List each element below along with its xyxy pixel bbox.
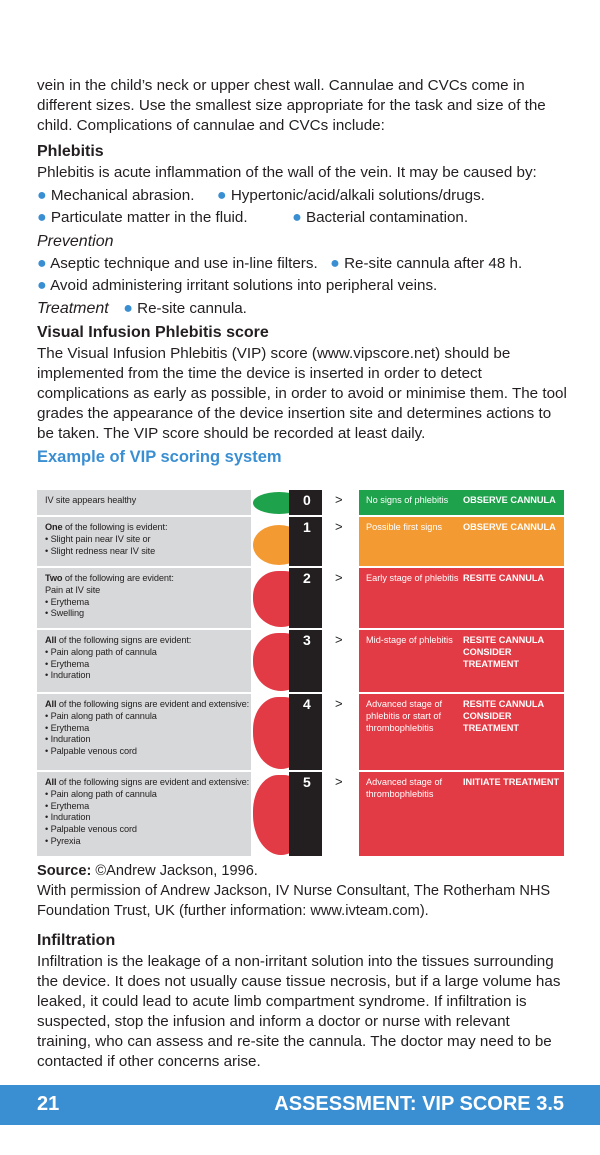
vip-sign-item: • Erythema bbox=[45, 596, 90, 607]
page-bottom-margin bbox=[0, 1125, 600, 1155]
vip-arrow: > bbox=[335, 696, 343, 711]
bullet-icon: ● bbox=[123, 300, 133, 317]
bullet-icon: ● bbox=[37, 255, 47, 272]
bullet-icon: ● bbox=[330, 255, 340, 272]
vip-description: Advanced stage of phlebitis or start of thrombophlebitis bbox=[366, 699, 443, 733]
vip-sign-item: • Pyrexia bbox=[45, 835, 81, 846]
vip-score-number: 4 bbox=[303, 696, 311, 712]
page-number: 21 bbox=[37, 1093, 60, 1115]
infiltration-heading: Infiltration bbox=[37, 932, 116, 949]
cause-item: Hypertonic/acid/alkali solutions/drugs. bbox=[230, 187, 485, 204]
vip-result-cell bbox=[359, 694, 564, 770]
footer-title: ASSESSMENT: VIP SCORE 3.5 bbox=[274, 1093, 564, 1115]
vip-sign-item: • Erythema bbox=[45, 658, 90, 669]
vip-arrow: > bbox=[335, 774, 343, 789]
vip-signs-lead: of the following is evident: bbox=[62, 522, 168, 532]
vip-sign-item: • Swelling bbox=[45, 608, 84, 619]
vip-text: The Visual Infusion Phlebitis (VIP) score (www.vipscore.net) should be implemented from the time the device is inserted in order to detect complications as early as possible, in order to avoid or minimise them. The tool grades the appearance of the device insertion site and determines actions to be taken. The VIP score should be recorded at least daily. bbox=[37, 345, 567, 442]
vip-sign-item: • Pain along path of cannula bbox=[45, 710, 157, 721]
prevention-heading: Prevention bbox=[37, 233, 114, 250]
vip-indicator bbox=[251, 568, 293, 628]
vip-arrow: > bbox=[335, 570, 343, 585]
vip-signs-lead: IV site appears healthy bbox=[45, 495, 137, 505]
vip-action: OBSERVE CANNULA bbox=[463, 522, 556, 532]
vip-signs-emphasis: All bbox=[45, 635, 57, 645]
vip-score-number: 3 bbox=[303, 632, 311, 648]
vip-description: Early stage of phlebitis bbox=[366, 573, 459, 583]
vip-row bbox=[37, 490, 564, 515]
intro-paragraph: vein in the child’s neck or upper chest wall. Cannulae and CVCs come in different sizes. Use the smallest size appropriate for the task and size of the child. Complications of cannulae and CVCs include: bbox=[37, 77, 546, 134]
source-line bbox=[37, 861, 577, 881]
vip-sign-item: • Induration bbox=[45, 734, 91, 745]
vip-signs-lead: of the following signs are evident and extensive: bbox=[56, 777, 250, 787]
prevention-line-2 bbox=[37, 275, 567, 297]
vip-result-cell bbox=[359, 490, 564, 515]
page-footer bbox=[0, 1085, 600, 1125]
vip-signs-cell bbox=[37, 490, 251, 515]
phlebitis-text: Phlebitis is acute inflammation of the wall of the vein. It may be caused by: bbox=[37, 164, 537, 181]
vip-indicator bbox=[251, 694, 293, 770]
vip-action: RESITE CANNULA CONSIDER TREATMENT bbox=[463, 635, 544, 669]
vip-sign-item: • Pain along path of cannula bbox=[45, 646, 157, 657]
vip-sign-item: • Slight redness near IV site bbox=[45, 545, 156, 556]
bullet-icon: ● bbox=[37, 209, 47, 226]
prevention-item: Aseptic technique and use in-line filters. bbox=[50, 255, 318, 272]
vip-sign-item: • Slight pain near IV site or bbox=[45, 533, 151, 544]
vip-sign-item: • Induration bbox=[45, 670, 91, 681]
source-block bbox=[37, 861, 577, 1072]
vip-arrow: > bbox=[335, 632, 343, 647]
vip-indicator bbox=[251, 630, 293, 692]
cause-item: Particulate matter in the fluid. bbox=[50, 209, 248, 226]
vip-sign-item: • Pain along path of cannula bbox=[45, 788, 157, 799]
vip-score-table bbox=[37, 490, 564, 856]
treatment-item: Re-site cannula. bbox=[137, 300, 247, 317]
source-text: ©Andrew Jackson, 1996. bbox=[95, 863, 258, 879]
vip-signs-emphasis: All bbox=[45, 699, 57, 709]
vip-arrow: > bbox=[335, 519, 343, 534]
vip-row bbox=[37, 630, 564, 692]
bullet-icon: ● bbox=[292, 209, 302, 226]
vip-signs-cell bbox=[37, 694, 251, 770]
vip-result-cell bbox=[359, 568, 564, 628]
treatment-heading: Treatment bbox=[37, 300, 109, 317]
causes-line-1 bbox=[37, 185, 567, 207]
vip-signs-cell bbox=[37, 517, 251, 566]
vip-signs-emphasis: All bbox=[45, 777, 57, 787]
vip-description: No signs of phlebitis bbox=[366, 495, 449, 505]
vip-description: Possible first signs bbox=[366, 522, 443, 532]
vip-result-cell bbox=[359, 517, 564, 566]
vip-sign-item: • Palpable venous cord bbox=[45, 824, 137, 835]
vip-sign-item: • Erythema bbox=[45, 800, 90, 811]
vip-signs-cell bbox=[37, 772, 251, 856]
prevention-item: Avoid administering irritant solutions into peripheral veins. bbox=[50, 277, 438, 294]
page-content bbox=[37, 76, 567, 468]
vip-action: RESITE CANNULA CONSIDER TREATMENT bbox=[463, 699, 544, 733]
vip-sign-item: • Palpable venous cord bbox=[45, 746, 137, 757]
vip-result-cell bbox=[359, 772, 564, 856]
phlebitis-heading: Phlebitis bbox=[37, 143, 104, 160]
vip-indicator bbox=[251, 490, 293, 515]
source-label: Source: bbox=[37, 863, 92, 879]
bullet-icon: ● bbox=[37, 187, 47, 204]
vip-heading: Visual Infusion Phlebitis score bbox=[37, 324, 269, 341]
cause-item: Mechanical abrasion. bbox=[50, 187, 195, 204]
vip-signs-lead: of the following signs are evident and extensive: bbox=[56, 699, 250, 709]
vip-description: Advanced stage of thrombophlebitis bbox=[366, 777, 443, 799]
vip-indicator bbox=[251, 517, 293, 566]
vip-row bbox=[37, 694, 564, 770]
vip-signs-emphasis: One bbox=[45, 522, 63, 532]
vip-signs-cell bbox=[37, 630, 251, 692]
source-permission: With permission of Andrew Jackson, IV Nurse Consultant, The Rotherham NHS Foundation Trust, UK (further information: www.ivteam.com). bbox=[37, 883, 551, 919]
vip-score-number: 5 bbox=[303, 774, 311, 790]
prevention-item: Re-site cannula after 48 h. bbox=[344, 255, 523, 272]
vip-sign-item: • Erythema bbox=[45, 722, 90, 733]
treatment-line bbox=[37, 298, 567, 320]
vip-action: RESITE CANNULA bbox=[463, 573, 545, 583]
vip-row bbox=[37, 568, 564, 628]
vip-action: OBSERVE CANNULA bbox=[463, 495, 556, 505]
causes-line-2 bbox=[37, 207, 567, 229]
vip-sign-item: • Induration bbox=[45, 812, 91, 823]
vip-score-number: 1 bbox=[303, 519, 311, 535]
bullet-icon: ● bbox=[216, 187, 227, 204]
vip-score-number: 2 bbox=[303, 570, 311, 586]
vip-score-number: 0 bbox=[303, 492, 311, 508]
vip-action: INITIATE TREATMENT bbox=[463, 777, 560, 787]
vip-signs-cell bbox=[37, 568, 251, 628]
vip-signs-emphasis: Two bbox=[45, 573, 63, 583]
infiltration-text: Infiltration is the leakage of a non-irritant solution into the tissues surrounding the device. It does not usually cause tissue necrosis, but if a large volume has leaked, it could lead to acute limb compartment syndrome. If infiltration is suspected, stop the infusion and inform a doctor or nurse with relevant training, who can assess and re-site the cannula. The doctor may need to be contacted if other concerns arise. bbox=[37, 953, 561, 1070]
vip-signs-lead: of the following are evident: bbox=[62, 573, 174, 583]
vip-sign-item: Pain at IV site bbox=[45, 584, 101, 595]
prevention-line-1 bbox=[37, 253, 567, 275]
vip-indicator bbox=[251, 772, 293, 856]
vip-signs-lead: of the following signs are evident: bbox=[56, 635, 192, 645]
vip-example-title: Example of VIP scoring system bbox=[37, 448, 282, 466]
vip-description: Mid-stage of phlebitis bbox=[366, 635, 453, 645]
vip-row bbox=[37, 772, 564, 856]
vip-result-cell bbox=[359, 630, 564, 692]
vip-arrow: > bbox=[335, 492, 343, 507]
cause-item: Bacterial contamination. bbox=[305, 209, 469, 226]
vip-row bbox=[37, 517, 564, 566]
bullet-icon: ● bbox=[37, 277, 47, 294]
